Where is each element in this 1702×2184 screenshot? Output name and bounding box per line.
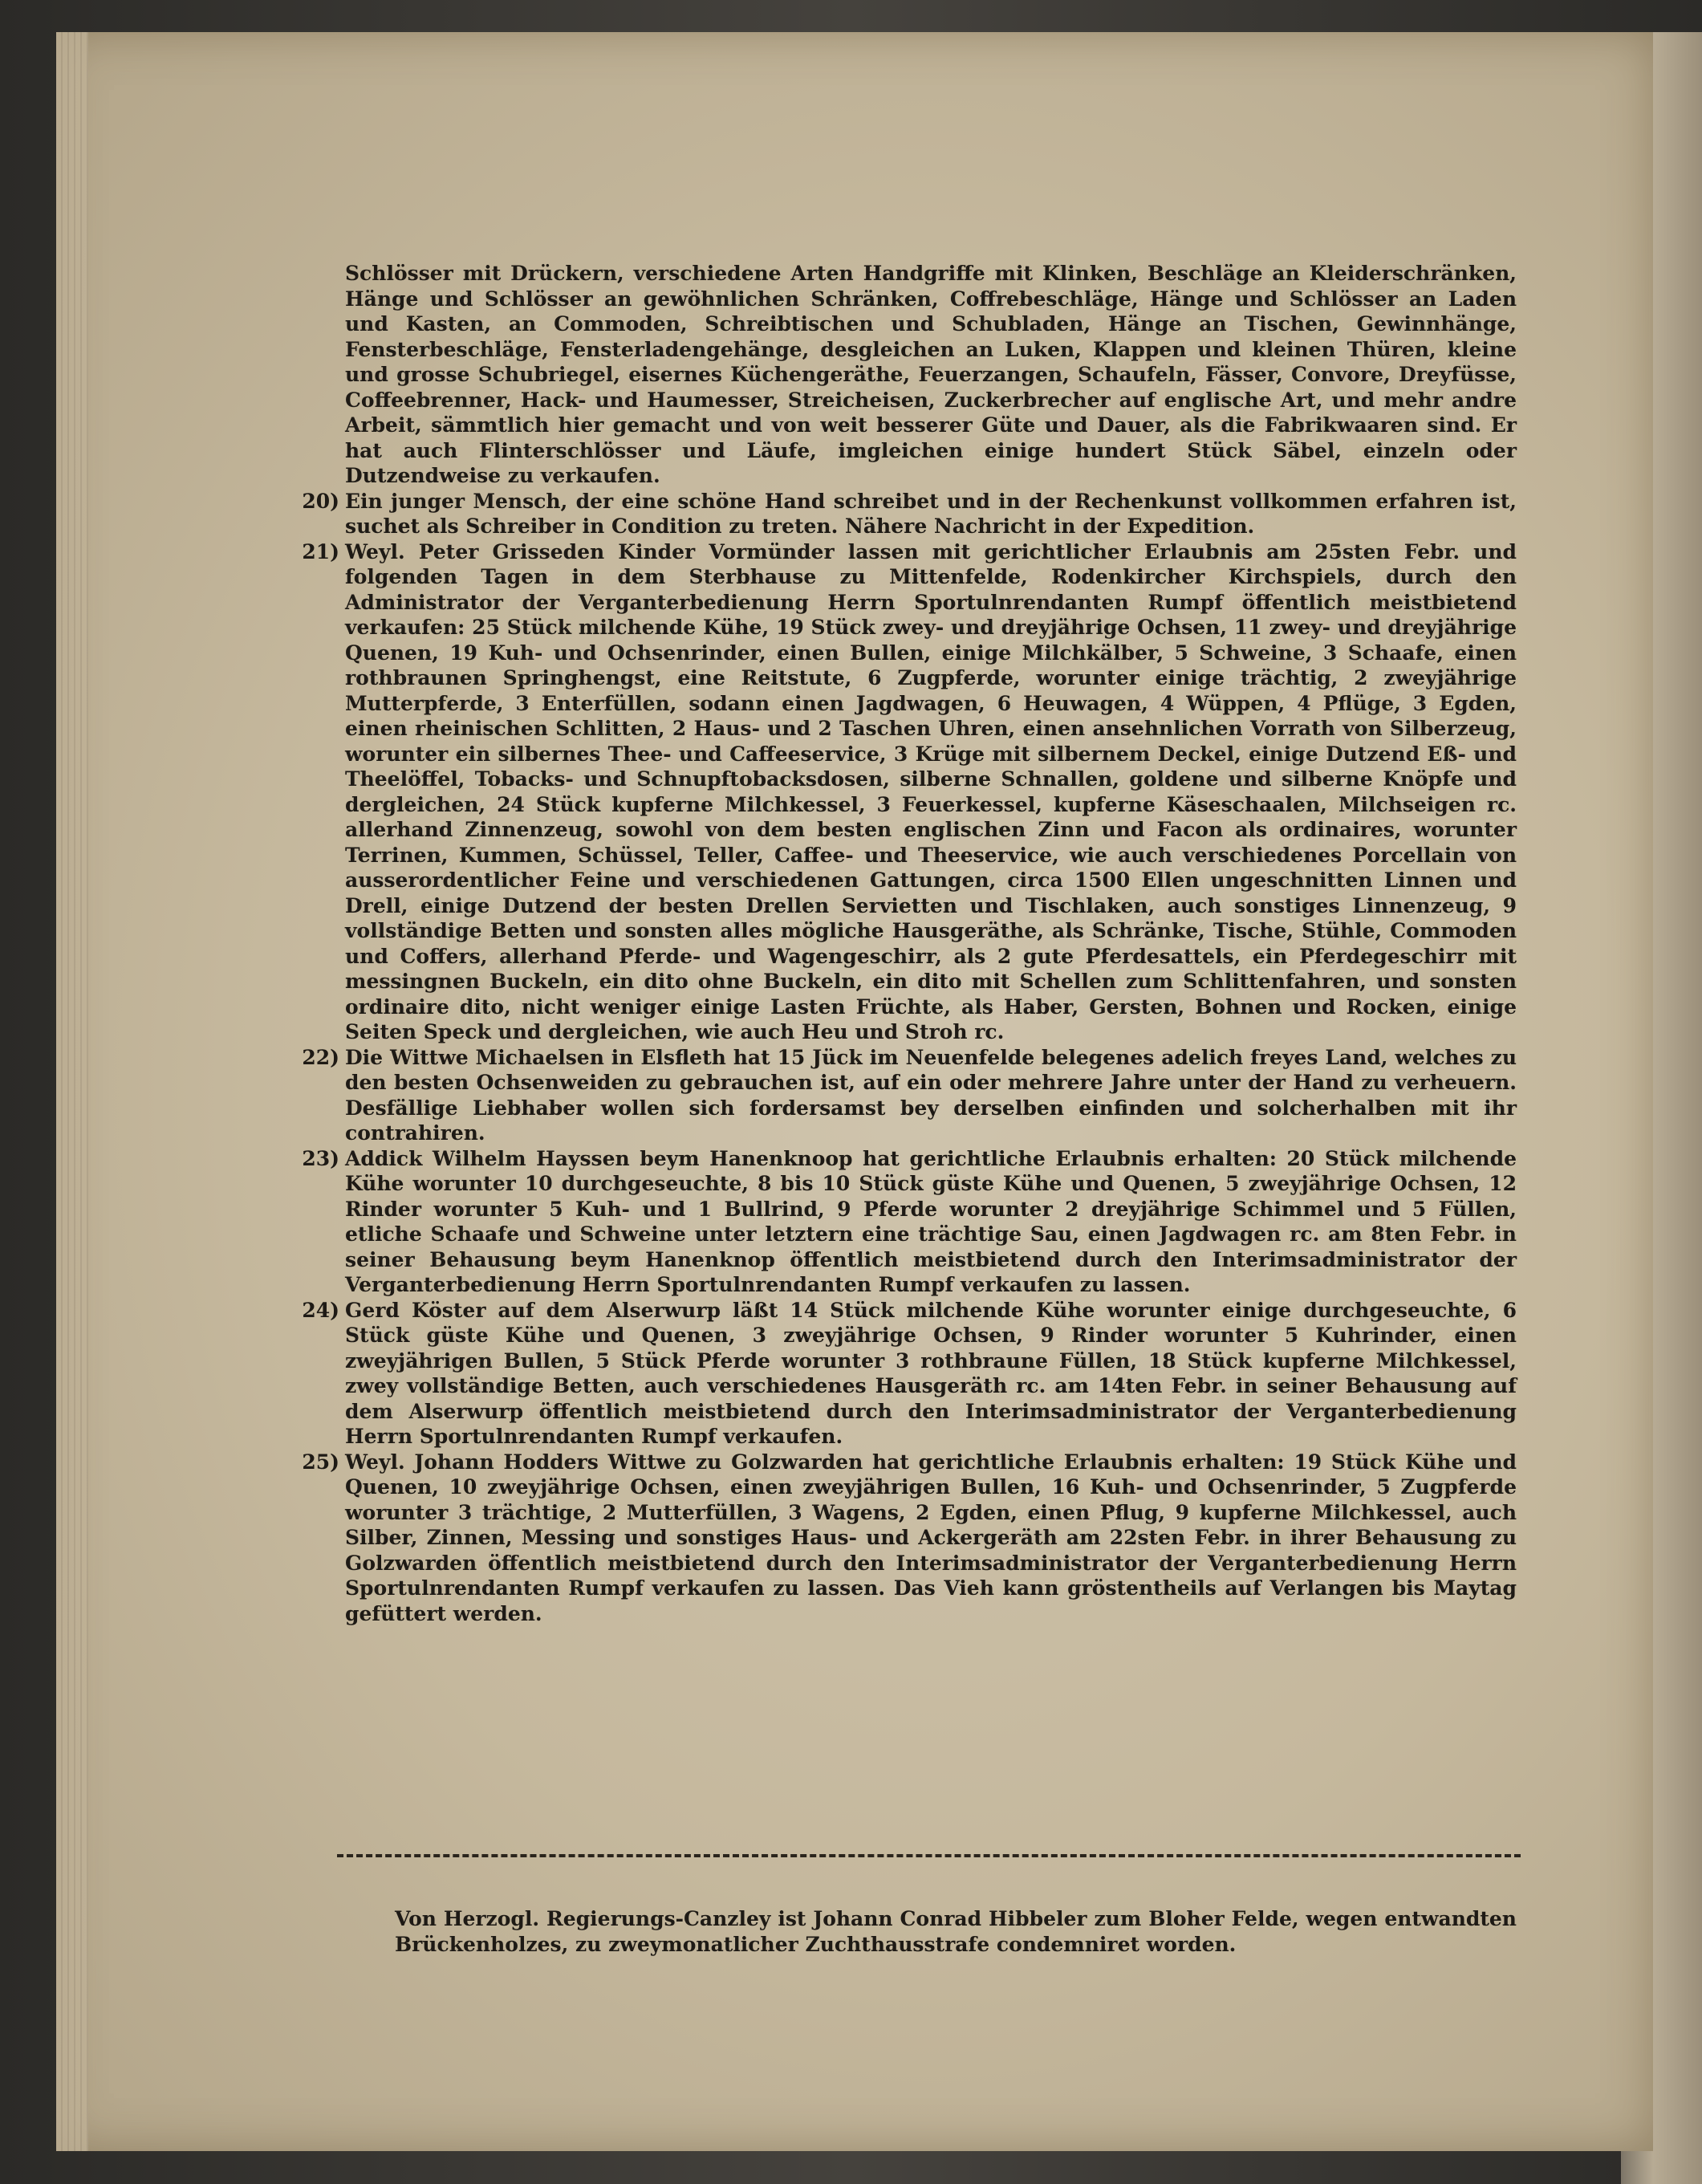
entry-number: 20) — [302, 489, 339, 513]
entry-20 — [302, 489, 1517, 539]
entry-number: 22) — [302, 1045, 339, 1069]
entry-23 — [302, 1146, 1517, 1298]
page-stack-edge — [56, 32, 88, 2151]
entry-text: Ein junger Mensch, der eine schöne Hand schreibet und in der Rechenkunst vollkommen erfahren ist, suchet als Schreiber in Condition zu treten. Nähere Nachricht in der Expedition. — [345, 489, 1517, 538]
entry-text: Addick Wilhelm Hayssen beym Hanenknoop hat gerichtliche Erlaubnis erhalten: 20 Stück milchende Kühe worunter 10 durchgeseuchte, 8 bis 10 Stück güste Kühe und Quenen, 5 zweyjährige Ochsen, 12 Rinder worunter 5 Kuh- und 1 Bullrind, 9 Pferde worunter 2 dreyjährige Schimmel und 5 Füllen, etliche Schaafe und Schweine unter letztern eine trächtige Sau, einen Jagdwagen rc. am 8ten Febr. in seiner Behausung beym Hanenknop öffentlich meistbietend durch den Interimsadministrator der Verganterbedienung Herrn Sportulnrendanten Rumpf verkaufen zu lassen. — [345, 1146, 1517, 1296]
entry-number: 25) — [302, 1450, 339, 1474]
main-text-block — [302, 261, 1517, 1626]
entry-22 — [302, 1045, 1517, 1146]
entry-text: Gerd Köster auf dem Alserwurp läßt 14 Stück milchende Kühe worunter einige durchgeseuchte, 6 Stück güste Kühe und Quenen, 3 zweyjährige Ochsen, 9 Rinder worunter 5 Kuhrinder, einen zweyjährigen Bullen, 5 Stück Pferde worunter 3 rothbraune Füllen, 18 Stück kupferne Milchkessel, zwey vollständige Betten, auch verschiedenes Hausgeräth rc. am 14ten Febr. in seiner Behausung auf dem Alserwurp öffentlich meistbietend durch den Interimsadministrator der Verganterbedienung Herrn Sportulnrendanten Rumpf verkaufen. — [345, 1298, 1517, 1448]
entry-number: 24) — [302, 1298, 339, 1322]
entry-text: Weyl. Johann Hodders Wittwe zu Golzwarden hat gerichtliche Erlaubnis erhalten: 19 Stück Kühe und Quenen, 10 zweyjährige Ochsen, einen zweyjährigen Bullen, 16 Kuh- und Ochsenrinder, 5 Zugpferde worunter 3 trächtige, 2 Mutterfüllen, 3 Wagens, 2 Egden, einen Pflug, 9 kupferne Milchkessel, auch Silber, Zinnen, Messing und sonstiges Haus- und Ackergeräth am 22sten Febr. in ihrer Behausung zu Golzwarden öffentlich meistbietend durch den Interimsadministrator der Verganterbedienung Herrn Sportulnrendanten Rumpf verkaufen zu lassen. Das Vieh kann gröstentheils auf Verlangen bis Maytag gefüttert werden. — [345, 1450, 1517, 1625]
closing-notice: Von Herzogl. Regierungs-Canzley ist Johann Conrad Hibbeler zum Bloher Felde, wegen entwandten Brückenholzes, zu zweymonatlicher Zuchthausstrafe condemniret worden. — [395, 1907, 1517, 1956]
entry-number: 23) — [302, 1146, 339, 1170]
entry-text: Die Wittwe Michaelsen in Elsfleth hat 15 Jück im Neuenfelde belegenes adelich freyes Land, welches zu den besten Ochsenweiden zu gebrauchen ist, auf ein oder mehrere Jahre unter der Hand zu verheuern. Desfällige Liebhaber wollen sich fordersamst bey derselben einfinden und solcherhalben mit ihr contrahiren. — [345, 1045, 1517, 1145]
entry-25 — [302, 1450, 1517, 1627]
entry-21 — [302, 539, 1517, 1045]
entry-number: 21) — [302, 539, 339, 563]
entry-text: Weyl. Peter Grisseden Kinder Vormünder lassen mit gerichtlicher Erlaubnis am 25sten Febr. und folgenden Tagen in dem Sterbhause zu Mittenfelde, Rodenkircher Kirchspiels, durch den Administrator der Verganterbedienung Herrn Sportulnrendanten Rumpf öffentlich meistbietend verkaufen: 25 Stück milchende Kühe, 19 Stück zwey- und dreyjährige Ochsen, 11 zwey- und dreyjährige Quenen, 19 Kuh- und Ochsenrinder, einen Bullen, einige Milchkälber, 5 Schweine, 3 Schaafe, einen rothbraunen Springhengst, eine Reitstute, 6 Zugpferde, worunter einige trächtig, 2 zweyjährige Mutterpferde, 3 Enterfüllen, sodann einen Jagdwagen, 6 Heuwagen, 4 Wüppen, 4 Pflüge, 3 Egden, einen rheinischen Schlitten, 2 Haus- und 2 Taschen Uhren, einen ansehnlichen Vorrath von Silberzeug, worunter ein silbernes Thee- und Caffeeservice, 3 Krüge mit silbernem Deckel, einige Dutzend Eß- und Theelöffel, Tobacks- und Schnupftobacksdosen, silberne Schnallen, goldene und silberne Knöpfe und dergleichen, 24 Stück kupferne Milchkessel, 3 Feuerkessel, kupferne Käseschaalen, Milchseigen rc. allerhand Zinnenzeug, sowohl von dem besten englischen Zinn und Facon als ordinaires, worunter Terrinen, Kummen, Schüssel, Teller, Caffee- und Theeservice, wie auch verschiedenes Porcellain von ausserordentlicher Feine und verschiedenen Gattungen, circa 1500 Ellen ungeschnitten Linnen und Drell, einige Dutzend der besten Drellen Servietten und Tischlaken, auch sonstiges Linnenzeug, 9 vollständige Betten und sonsten alles mögliche Hausgeräthe, als Schränke, Tische, Stühle, Commoden und Coffers, allerhand Pferde- und Wagengeschirr, als 2 gute Pferdesattels, ein Pferdegeschirr mit messingnen Buckeln, ein dito ohne Buckeln, ein dito mit Schellen zum Schlittenfahren, und sonsten ordinaire dito, nicht weniger einige Lasten Früchte, als Haber, Gersten, Bohnen und Rocken, einige Seiten Speck und dergleichen, wie auch Heu und Stroh rc. — [345, 539, 1517, 1043]
entry-24 — [302, 1298, 1517, 1450]
continuation-paragraph: Schlösser mit Drückern, verschiedene Arten Handgriffe mit Klinken, Beschläge an Kleiderschränken, Hänge und Schlösser an gewöhnlichen Schränken, Coffrebeschläge, Hänge und Schlösser an Laden und Kasten, an Commoden, Schreibtischen und Schubladen, Hänge an Tischen, Gewinnhänge, Fensterbeschläge, Fensterladengehänge, desgleichen an Luken, Klappen und kleinen Thüren, kleine und grosse Schubriegel, eisernes Küchengeräthe, Feuerzangen, Schaufeln, Fässer, Convore, Dreyfüsse, Coffeebrenner, Hack- und Haumesser, Streicheisen, Zuckerbrecher auf englische Art, und mehr andre Arbeit, sämmtlich hier gemacht und von weit besserer Güte und Dauer, als die Fabrikwaaren sind. Er hat auch Flinterschlösser und Läufe, imgleichen einige hundert Stück Säbel, einzeln oder Dutzendweise zu verkaufen. — [345, 262, 1517, 487]
section-divider — [337, 1854, 1521, 1857]
